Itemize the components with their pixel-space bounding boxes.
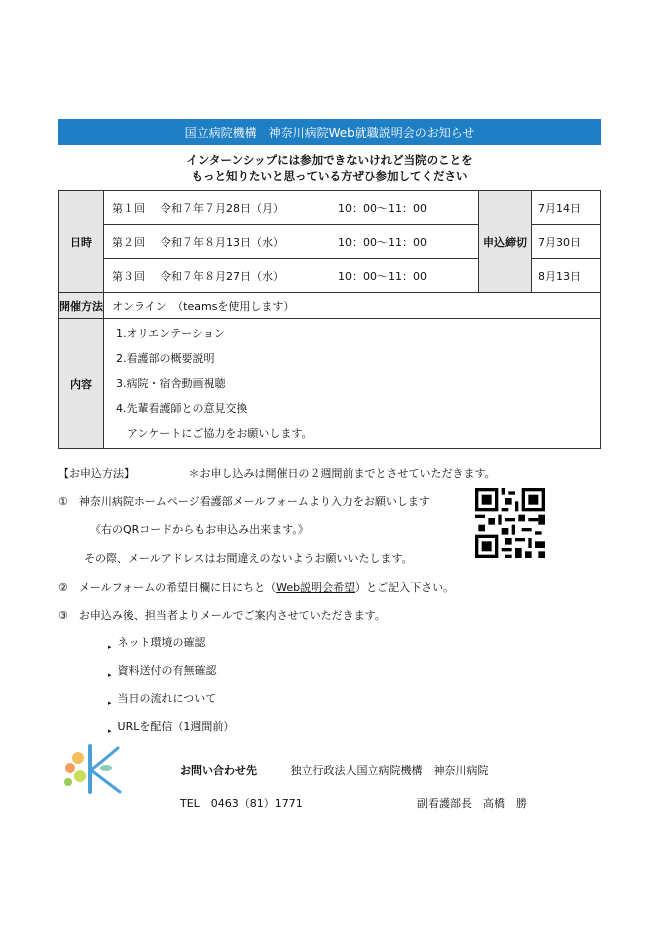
qr-code-icon[interactable] (475, 488, 545, 558)
contact-org: 独立行政法人国立病院機構 神奈川病院 (290, 764, 489, 777)
hospital-logo (60, 740, 128, 798)
step-2 (58, 579, 618, 595)
list-item (108, 690, 234, 718)
contact-tel: TEL 0463（81）1771 (180, 797, 303, 810)
step-3: ③ お申込み後、担当者よりメールでご案内させていただきます。 (58, 609, 386, 622)
page-title-banner (58, 119, 601, 145)
info-table (58, 190, 601, 449)
list-item (108, 634, 234, 662)
triangle-bullet-icon: ▸ (108, 643, 112, 651)
triangle-bullet-icon: ▸ (108, 699, 112, 707)
subtitle-line-1: インターンシップには参加できないけれど当院のことを (186, 153, 473, 167)
session-2 (104, 225, 479, 259)
session-date: 令和７年８月27日（水） (160, 269, 284, 283)
content-item: 3.病院・宿舎動画視聴 (116, 377, 226, 390)
session-time: 10：00～11：00 (338, 235, 427, 249)
session-date: 令和７年８月13日（水） (160, 235, 284, 249)
session-no: 第３回 (112, 269, 145, 283)
step-2-link: Web説明会希望 (276, 581, 356, 594)
step-1-sub2: その際、メールアドレスはお間違えのないようお願いいたします。 (84, 552, 413, 565)
bullet-list (108, 634, 234, 746)
deadline-2: 7月30日 (532, 225, 601, 259)
bullet-text: URLを配信（1週間前） (117, 720, 235, 733)
bullet-text: ネット環境の確認 (117, 636, 206, 649)
step-1-sub: 《右のQRコードからもお申込み出来ます。》 (90, 523, 309, 536)
content-item: 4.先輩看護師との意見交換 (116, 402, 248, 415)
contact-person: 副看護部長 高橋 勝 (417, 797, 527, 810)
subtitle (58, 152, 601, 184)
session-date: 令和７年７月28日（月） (160, 201, 284, 215)
contact-label: お問い合わせ先 (180, 764, 257, 777)
table-row (59, 191, 601, 225)
session-1 (104, 191, 479, 225)
step-2-suffix: ）とご記入下さい。 (355, 581, 455, 594)
table-row (59, 293, 601, 319)
content-list (104, 319, 601, 449)
contact-line-1 (180, 762, 489, 778)
session-3 (104, 259, 479, 293)
table-row (59, 319, 601, 449)
apply-note: ＊お申し込みは開催日の２週間前までとさせていただきます。 (188, 467, 496, 480)
method-label: 開催方法 (59, 293, 104, 319)
deadline-1: 7月14日 (532, 191, 601, 225)
content-item: 1.オリエンテーション (116, 327, 225, 340)
contact-line-2 (180, 795, 527, 811)
step-2-prefix: ② メールフォームの希望日欄に日にちと（ (58, 581, 277, 594)
list-item (108, 662, 234, 690)
page-title: 国立病院機構 神奈川病院Web就職説明会のお知らせ (184, 125, 475, 140)
bullet-text: 資料送付の有無確認 (117, 664, 217, 677)
deadline-3: 8月13日 (532, 259, 601, 293)
content-item: 2.看護部の概要説明 (116, 352, 215, 365)
apply-heading-row (58, 465, 618, 481)
method-value: オンライン （teamsを使用します） (104, 293, 601, 319)
step-1: ① 神奈川病院ホームページ看護部メールフォームより入力をお願いします (58, 495, 430, 508)
content-item: アンケートにご協力をお願いします。 (116, 427, 313, 440)
triangle-bullet-icon: ▸ (108, 727, 112, 735)
apply-heading: 【お申込方法】 (58, 467, 135, 480)
session-no: 第２回 (112, 235, 145, 249)
session-time: 10：00～11：00 (338, 269, 427, 283)
content-label: 内容 (59, 319, 104, 449)
schedule-label: 日時 (59, 191, 104, 293)
subtitle-line-2: もっと知りたいと思っている方ぜひ参加してください (191, 169, 468, 183)
deadline-label: 申込締切 (479, 191, 532, 293)
triangle-bullet-icon: ▸ (108, 671, 112, 679)
session-no: 第１回 (112, 201, 145, 215)
bullet-text: 当日の流れについて (117, 692, 217, 705)
session-time: 10：00～11：00 (338, 201, 427, 215)
